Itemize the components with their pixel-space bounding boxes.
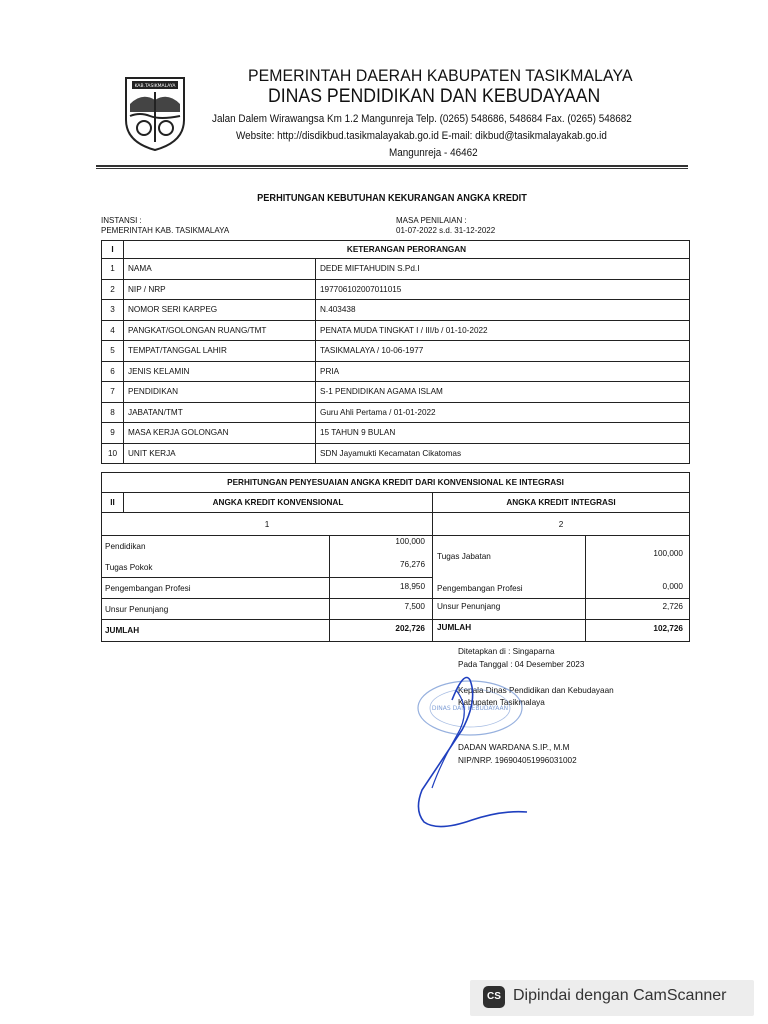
logo-text: KAB.TASIKMALAYA [134,84,176,89]
header-website: Website: http://disdikbud.tasikmalayakab.go.id E-mail: dikbud@tasikmalayakab.go.id [236,130,607,142]
row-value: 15 TAHUN 9 BULAN [316,423,690,444]
row-label: PANGKAT/GOLONGAN RUANG/TMT [124,320,316,341]
row-number: 7 [102,382,124,403]
header-divider-thin [96,168,688,169]
signature-date: Pada Tanggal : 04 Desember 2023 [458,660,585,669]
row-number: 1 [102,259,124,280]
table-row [102,423,690,444]
row-value: DEDE MIFTAHUDIN S.Pd.I [316,259,690,280]
header-address: Jalan Dalem Wirawangsa Km 1.2 Mangunreja Telp. (0265) 548686, 548684 Fax. (0265) 548682 [212,113,632,125]
tugas-jabatan-value: 100,000 [653,549,683,558]
conventional-column-header: ANGKA KREDIT KONVENSIONAL [124,493,433,513]
jumlah-value-left: 202,726 [395,624,425,633]
row-value: PENATA MUDA TINGKAT I / III/b / 01-10-2022 [316,320,690,341]
jumlah-label-left: JUMLAH [105,626,140,635]
unsur-penunjang-label-left: Unsur Penunjang [105,605,169,614]
row-value: 197706102007011015 [316,279,690,300]
stamp-text: DINAS DAN KEBUDAYAAN [431,705,509,712]
camscanner-logo-icon: CS [483,986,505,1008]
row-value: SDN Jayamukti Kecamatan Cikatomas [316,443,690,464]
table-row [102,279,690,300]
table-row [102,320,690,341]
tugas-pokok-label: Tugas Pokok [105,563,153,572]
table-row [102,259,690,280]
camscanner-text: Dipindai dengan CamScanner [513,987,727,1004]
masa-penilaian-value: 01-07-2022 s.d. 31-12-2022 [396,226,496,235]
instansi-label: INSTANSI : [101,216,142,225]
row-label: MASA KERJA GOLONGAN [124,423,316,444]
integration-column-header: ANGKA KREDIT INTEGRASI [433,493,690,513]
row-label: NAMA [124,259,316,280]
row-number: 10 [102,443,124,464]
table-row [102,300,690,321]
table-row [102,341,690,362]
row-value: TASIKMALAYA / 10-06-1977 [316,341,690,362]
row-number: 4 [102,320,124,341]
pendidikan-value: 100,000 [395,537,425,546]
tugas-jabatan-label: Tugas Jabatan [437,552,491,561]
row-label: TEMPAT/TANGGAL LAHIR [124,341,316,362]
row-label: PENDIDIKAN [124,382,316,403]
tugas-pokok-value: 76,276 [399,560,425,569]
pengembangan-profesi-label-left: Pengembangan Profesi [105,584,191,593]
masa-penilaian-label: MASA PENILAIAN : [396,216,467,225]
signature-position-line2: Kabupaten Tasikmalaya [458,698,545,707]
section-1-title: KETERANGAN PERORANGAN [124,241,690,259]
row-value: PRIA [316,361,690,382]
row-value: Guru Ahli Pertama / 01-01-2022 [316,402,690,423]
row-number: 6 [102,361,124,382]
row-value: S-1 PENDIDIKAN AGAMA ISLAM [316,382,690,403]
jumlah-value-right: 102,726 [653,624,683,633]
table-row [102,361,690,382]
personal-info-table [101,240,690,464]
row-number: 5 [102,341,124,362]
signature-place: Ditetapkan di : Singaparna [458,647,555,656]
row-label: NIP / NRP [124,279,316,300]
header-government-name: PEMERINTAH DAERAH KABUPATEN TASIKMALAYA [248,66,633,85]
table-row [102,443,690,464]
conventional-column-index: 1 [102,513,433,536]
unsur-penunjang-value-left: 7,500 [404,602,425,611]
section-2-title: PERHITUNGAN PENYESUAIAN ANGKA KREDIT DARI KONVENSIONAL KE INTEGRASI [102,473,690,493]
integration-column-index: 2 [433,513,690,536]
row-value: N.403438 [316,300,690,321]
section-1-number: I [102,241,124,259]
pengembangan-profesi-value-right: 0,000 [662,582,683,591]
credit-values-grid [101,535,690,642]
row-label: UNIT KERJA [124,443,316,464]
unsur-penunjang-label-right: Unsur Penunjang [437,602,501,611]
pengembangan-profesi-label-right: Pengembangan Profesi [437,584,523,593]
row-number: 9 [102,423,124,444]
regency-logo-emblem [122,72,188,152]
row-number: 3 [102,300,124,321]
signature-position-line1: Kepala Dinas Pendidikan dan Kebudayaan [458,686,614,695]
row-label: JABATAN/TMT [124,402,316,423]
table-row [102,402,690,423]
unsur-penunjang-value-right: 2,726 [662,602,683,611]
row-label: NOMOR SERI KARPEG [124,300,316,321]
row-label: JENIS KELAMIN [124,361,316,382]
row-number: 2 [102,279,124,300]
section-1-header [102,241,690,259]
pendidikan-label: Pendidikan [105,542,146,551]
jumlah-label-right: JUMLAH [437,623,472,632]
signatory-nip: NIP/NRP. 196904051996031002 [458,756,577,765]
signatory-name: DADAN WARDANA S.IP., M.M [458,743,570,752]
header-divider [96,165,688,167]
credit-adjustment-header-table [101,472,690,536]
row-number: 8 [102,402,124,423]
document-title: PERHITUNGAN KEBUTUHAN KEKURANGAN ANGKA KREDIT [257,193,527,204]
section-2-number: II [102,493,124,513]
header-city: Mangunreja - 46462 [389,147,478,159]
pengembangan-profesi-value-left: 18,950 [399,582,425,591]
table-row [102,382,690,403]
instansi-value: PEMERINTAH KAB. TASIKMALAYA [101,226,230,235]
header-agency-name: DINAS PENDIDIKAN DAN KEBUDAYAAN [268,86,601,107]
